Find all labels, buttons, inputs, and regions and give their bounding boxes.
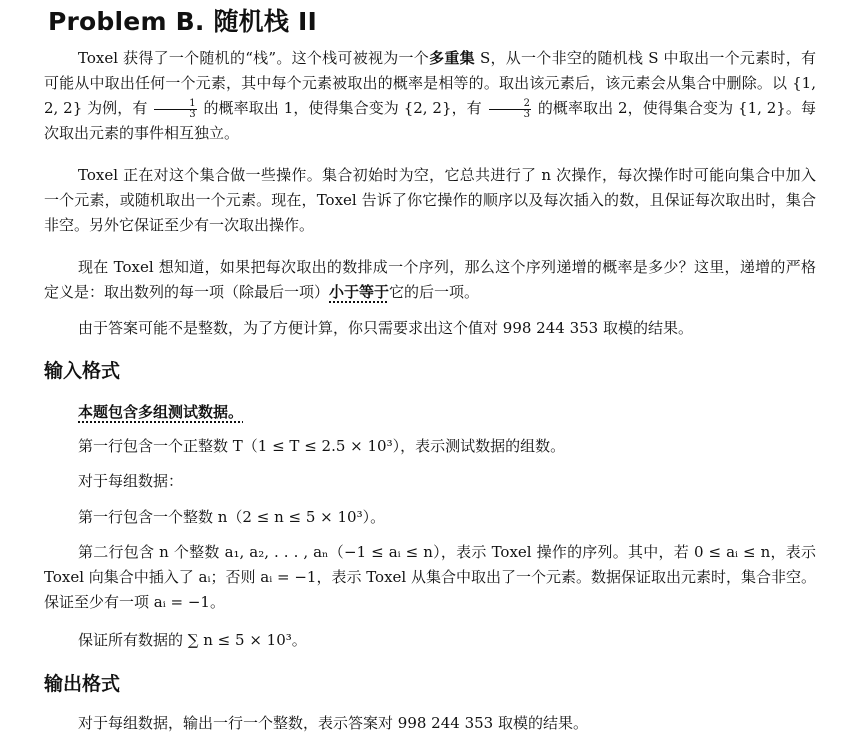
input-line-2: 第一行包含一个整数 n（2 ≤ n ≤ 5 × 10³）。 [78, 508, 386, 526]
description-paragraph-1: Toxel 获得了一个随机的“栈”。这个栈可被视为一个多重集 S，从一个非空的随机栈 S 中取出一个元素时，有可能从中取出任何一个元素，其中每个元素被取出的概率是相等的。取出该元素后，该元素会从集合中删除。以 {1, 2, 2} 为例，有 $\frac{1}{3}$ 的概率取出 1，使得集合变为 {2, 2}，有 $\frac{2}{3}$ 的概率取出 2，使得集合变为 {1, 2}。每次取出元素的事件相互独立。 [44, 49, 817, 142]
input-each-case: 对于每组数据： [78, 472, 184, 490]
description-paragraph-3: 现在 Toxel 想知道，如果把每次取出的数排成一个序列，那么这个序列递增的概率是多少？这里，递增的严格定义是：取出数列的每一项（除最后一项）小于等于它的后一项。 [44, 258, 816, 301]
output-description: 对于每组数据，输出一行一个整数，表示答案对 998 244 353 取模的结果。 [78, 714, 588, 732]
multiset-term: 多重集 [429, 49, 475, 67]
input-line-1: 第一行包含一个正整数 T（1 ≤ T ≤ 2.5 × 10³），表示测试数据的组数。 [78, 437, 566, 455]
fraction-two-thirds: $\frac{2}{3}$ [489, 99, 531, 120]
input-line-3: 第二行包含 n 个整数 a₁, a₂, . . . , aₙ（−1 ≤ aᵢ ≤ n），表示 Toxel 操作的序列。其中，若 0 ≤ aᵢ ≤ n，表示 Toxel 向集合中插入了 aᵢ；否则 aᵢ = −1，表示 Toxel 从集合中取出了一个元素。数据保证取出元素时，集合非空。保证至少有一项 aᵢ = −1。 [44, 543, 816, 611]
description-paragraph-2: Toxel 正在对这个集合做一些操作。集合初始时为空，它总共进行了 n 次操作，每次操作时可能向集合中加入一个元素，或随机取出一个元素。现在，Toxel 告诉了你它操作的顺序以及每次插入的数，且保证每次取出时，集合非空。另外它保证至少有一次取出操作。 [44, 166, 816, 234]
fraction-one-third: $\frac{1}{3}$ [154, 99, 196, 120]
input-multi-test: 本题包含多组测试数据。 [78, 403, 244, 421]
input-format-heading: 输入格式 [44, 360, 121, 382]
dotted-emphasis: 小于等于 [329, 283, 390, 301]
output-format-heading: 输出格式 [44, 673, 121, 695]
description-paragraph-4: 由于答案可能不是整数，为了方便计算，你只需要求出这个值对 998 244 353 取模的结果。 [78, 319, 693, 337]
problem-title: Problem B. 随机栈 II [48, 7, 317, 36]
input-sum-constraint: 保证所有数据的 ∑ n ≤ 5 × 10³。 [78, 631, 307, 649]
